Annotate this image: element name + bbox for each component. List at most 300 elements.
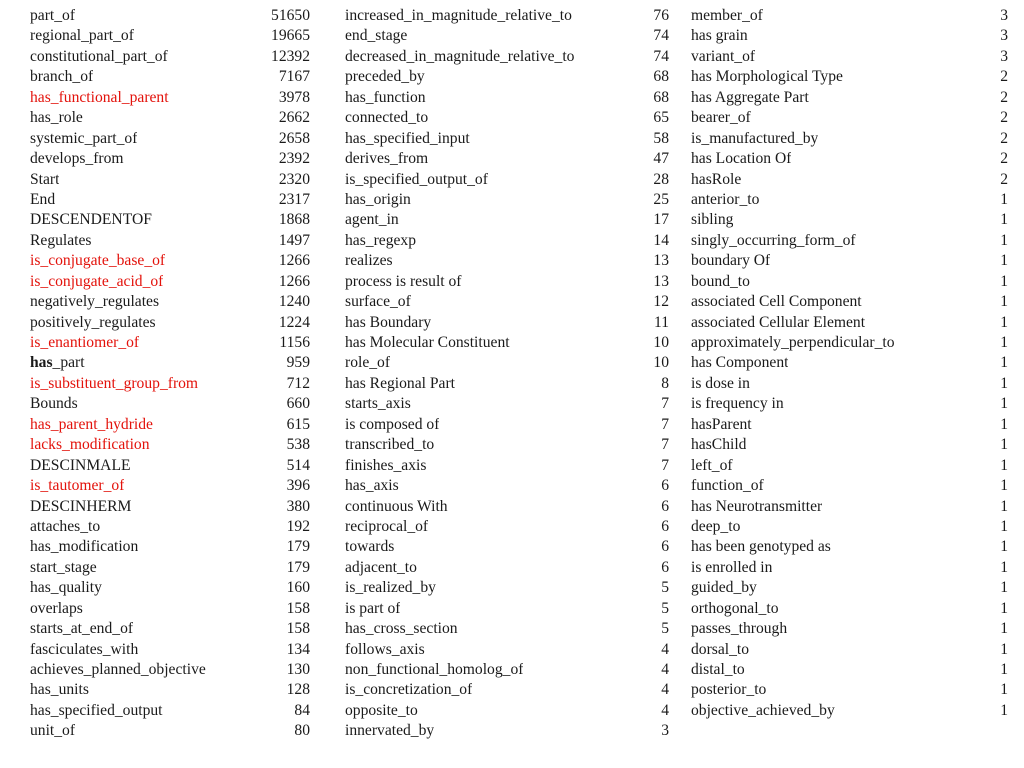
relation-row <box>345 292 669 312</box>
relation-name: is_concretization_of <box>345 681 473 699</box>
relation-row <box>30 231 310 251</box>
relation-name: has_quality <box>30 579 102 597</box>
relation-count: 179 <box>286 538 310 556</box>
relation-row <box>30 517 310 537</box>
relation-name: is_manufactured_by <box>691 129 819 147</box>
relation-column-1 <box>30 6 310 742</box>
relation-count: 5 <box>661 599 669 617</box>
relation-row <box>691 26 1008 46</box>
relation-row <box>30 190 310 210</box>
relation-row <box>345 435 669 455</box>
relation-row <box>30 67 310 87</box>
relation-count: 51650 <box>271 7 310 24</box>
relation-name: function_of <box>691 477 764 495</box>
relation-row <box>345 497 669 517</box>
relation-row <box>345 558 669 578</box>
relation-name: towards <box>345 538 395 556</box>
relation-row <box>691 6 1008 26</box>
relation-count: 1 <box>1000 374 1008 392</box>
relation-name: has Aggregate Part <box>691 88 809 106</box>
relation-count: 2 <box>1000 88 1008 106</box>
relation-row <box>30 721 310 741</box>
relation-name: is_conjugate_base_of <box>30 252 166 270</box>
relation-count: 2658 <box>278 129 310 147</box>
relation-name: associated Cell Component <box>691 293 862 311</box>
relation-row <box>30 333 310 353</box>
relation-name: has Molecular Constituent <box>345 334 510 351</box>
relation-count: 160 <box>286 579 310 597</box>
relation-row <box>345 680 669 700</box>
relation-count: 1 <box>1000 293 1008 311</box>
relation-count: 84 <box>294 701 310 719</box>
relation-row <box>345 108 669 128</box>
relation-name: Regulates <box>30 231 92 249</box>
relation-count: 2320 <box>278 170 310 188</box>
relation-row <box>30 170 310 190</box>
relation-row <box>345 701 669 721</box>
relation-row <box>691 701 1008 721</box>
relation-name: has_role <box>30 109 83 127</box>
relation-count: 2662 <box>278 109 310 127</box>
relation-name: surface_of <box>345 293 411 311</box>
relation-name: has_cross_section <box>345 620 458 638</box>
relation-column-2 <box>345 6 669 742</box>
relation-name: systemic_part_of <box>30 129 138 147</box>
relation-row <box>691 88 1008 108</box>
relation-count: 2 <box>1000 68 1008 86</box>
relation-count: 1 <box>1000 252 1008 270</box>
relation-count: 1 <box>1000 640 1008 658</box>
relation-count: 11 <box>653 313 669 331</box>
relation-count: 158 <box>286 620 310 638</box>
relation-name: anterior_to <box>691 190 760 208</box>
relation-row <box>345 394 669 414</box>
relation-count: 10 <box>653 354 669 372</box>
relation-count: 74 <box>653 27 669 45</box>
relation-row <box>691 456 1008 476</box>
relation-count: 1 <box>1000 701 1008 719</box>
relation-count: 12392 <box>271 47 310 65</box>
relation-name: is part of <box>345 599 401 617</box>
relation-name: deep_to <box>691 517 741 535</box>
relation-count: 1 <box>1000 599 1008 617</box>
relation-row <box>30 374 310 394</box>
relation-count: 712 <box>286 374 310 392</box>
relation-name: constitutional_part_of <box>30 47 168 65</box>
relation-row <box>30 497 310 517</box>
relation-count: 192 <box>286 517 310 535</box>
relation-name: regional_part_of <box>30 27 134 45</box>
relation-row <box>30 599 310 619</box>
relation-name: unit_of <box>30 722 76 740</box>
relation-name: is dose in <box>691 374 750 392</box>
relation-name: realizes <box>345 252 393 270</box>
relation-row <box>691 680 1008 700</box>
relation-count: 1868 <box>278 211 310 229</box>
relation-row <box>30 47 310 67</box>
relation-count: 19665 <box>271 27 310 45</box>
relation-count: 28 <box>653 170 669 188</box>
relation-row <box>691 210 1008 230</box>
relation-name: bearer_of <box>691 109 751 127</box>
relation-row <box>691 476 1008 496</box>
relation-row <box>345 231 669 251</box>
relation-row <box>30 660 310 680</box>
relation-row <box>691 190 1008 210</box>
relation-row <box>30 26 310 46</box>
relation-row <box>691 108 1008 128</box>
relation-row <box>30 680 310 700</box>
relation-count: 130 <box>286 661 310 678</box>
relation-count: 80 <box>294 722 310 740</box>
relation-name: has_origin <box>345 190 411 208</box>
relation-name: start_stage <box>30 558 97 576</box>
relation-row <box>691 517 1008 537</box>
relation-count: 3 <box>1000 7 1008 24</box>
relation-row <box>30 129 310 149</box>
relation-name: develops_from <box>30 150 124 168</box>
relation-name: has Boundary <box>345 313 432 331</box>
relation-name: has been genotyped as <box>691 538 831 556</box>
relation-name: starts_at_end_of <box>30 620 134 638</box>
relation-name: singly_occurring_form_of <box>691 231 856 249</box>
relation-count: 1 <box>1000 456 1008 474</box>
relation-row <box>691 619 1008 639</box>
relation-name: is_specified_output_of <box>345 170 488 188</box>
relation-name: has Neurotransmitter <box>691 497 823 515</box>
relation-row <box>30 701 310 721</box>
relation-row <box>691 251 1008 271</box>
relation-name: End <box>30 190 56 208</box>
relation-row <box>345 517 669 537</box>
relation-count: 65 <box>653 109 669 127</box>
relation-count: 514 <box>286 456 310 474</box>
relation-row <box>345 353 669 373</box>
relation-name: role_of <box>345 354 391 372</box>
relation-name: positively_regulates <box>30 313 156 331</box>
relation-name: passes_through <box>691 620 788 638</box>
relation-count: 959 <box>286 354 310 372</box>
relation-count: 1 <box>1000 538 1008 556</box>
relation-name: starts_axis <box>345 395 411 413</box>
relation-count: 12 <box>653 293 669 311</box>
relation-row <box>30 537 310 557</box>
relation-row <box>30 210 310 230</box>
relation-count: 179 <box>286 558 310 576</box>
relation-name: Start <box>30 170 60 188</box>
relation-name: is_tautomer_of <box>30 477 125 495</box>
relation-count: 2 <box>1000 150 1008 168</box>
relation-count: 2 <box>1000 170 1008 188</box>
relation-row <box>345 26 669 46</box>
relation-count: 1 <box>1000 477 1008 495</box>
relation-count: 25 <box>653 190 669 208</box>
relation-name: achieves_planned_objective <box>30 661 206 678</box>
relation-name: has_units <box>30 681 89 699</box>
relation-row <box>30 415 310 435</box>
relation-count: 1 <box>1000 436 1008 454</box>
relation-row <box>345 313 669 333</box>
relation-row <box>345 272 669 292</box>
relation-name: guided_by <box>691 579 757 597</box>
relation-name: finishes_axis <box>345 456 427 474</box>
relation-name: decreased_in_magnitude_relative_to <box>345 47 575 65</box>
relation-name: bound_to <box>691 272 750 290</box>
relation-row <box>691 578 1008 598</box>
relation-count: 2317 <box>278 190 310 208</box>
relation-row <box>691 435 1008 455</box>
relation-name: fasciculates_with <box>30 640 139 658</box>
relation-count: 538 <box>286 436 310 454</box>
relation-row <box>345 6 669 26</box>
relation-name: has Regional Part <box>345 374 456 392</box>
relation-row <box>30 251 310 271</box>
relation-count: 47 <box>653 150 669 168</box>
relation-row <box>345 537 669 557</box>
relation-count: 1 <box>1000 334 1008 351</box>
relation-count: 4 <box>661 661 669 678</box>
relation-row <box>345 170 669 190</box>
relation-count: 7 <box>661 415 669 433</box>
relation-row <box>30 394 310 414</box>
relation-name: hasRole <box>691 170 742 188</box>
relation-name: has Location Of <box>691 150 792 168</box>
relation-name: posterior_to <box>691 681 767 699</box>
relation-name: approximately_perpendicular_to <box>691 334 895 351</box>
relation-row <box>345 721 669 741</box>
relation-row <box>345 660 669 680</box>
relation-count: 134 <box>286 640 310 658</box>
relation-name: has grain <box>691 27 748 45</box>
relation-name: is_conjugate_acid_of <box>30 272 164 290</box>
relation-name: DESCINMALE <box>30 456 131 474</box>
relation-name: opposite_to <box>345 701 418 719</box>
relation-count: 1266 <box>278 252 310 270</box>
relation-row <box>30 353 310 373</box>
relation-name: DESCENDENTOF <box>30 211 152 229</box>
relation-row <box>345 47 669 67</box>
relation-count: 1 <box>1000 272 1008 290</box>
relation-name: has_specified_input <box>345 129 470 147</box>
relation-row <box>345 415 669 435</box>
relation-count: 1266 <box>278 272 310 290</box>
relation-row <box>345 456 669 476</box>
relation-row <box>30 292 310 312</box>
relation-name: reciprocal_of <box>345 517 429 535</box>
relation-name: derives_from <box>345 150 429 168</box>
relation-count: 1 <box>1000 190 1008 208</box>
relation-row <box>30 313 310 333</box>
relation-row <box>691 640 1008 660</box>
relation-name: has_parent_hydride <box>30 415 153 433</box>
relation-name: non_functional_homolog_of <box>345 661 524 678</box>
relation-name: Bounds <box>30 395 78 413</box>
relation-row <box>691 374 1008 394</box>
relation-row <box>691 170 1008 190</box>
relation-count: 1 <box>1000 231 1008 249</box>
relation-name: distal_to <box>691 661 745 678</box>
relation-name: lacks_modification <box>30 436 150 454</box>
relation-count: 128 <box>286 681 310 699</box>
relation-name: associated Cellular Element <box>691 313 866 331</box>
relation-count: 2392 <box>278 150 310 168</box>
relation-row <box>345 88 669 108</box>
relation-name: variant_of <box>691 47 756 65</box>
relation-name: boundary Of <box>691 252 771 270</box>
relation-row <box>30 435 310 455</box>
relation-name: has_part <box>30 354 85 372</box>
relation-name: DESCINHERM <box>30 497 132 515</box>
relation-row <box>345 210 669 230</box>
relation-name: is composed of <box>345 415 440 433</box>
relation-name: increased_in_magnitude_relative_to <box>345 7 572 24</box>
relation-row <box>30 476 310 496</box>
relation-count: 5 <box>661 620 669 638</box>
relation-row <box>345 190 669 210</box>
relation-name: has_modification <box>30 538 139 556</box>
relation-count: 3 <box>661 722 669 740</box>
relation-count: 1 <box>1000 497 1008 515</box>
relation-count: 58 <box>653 129 669 147</box>
relation-name: sibling <box>691 211 734 229</box>
relation-count: 1 <box>1000 415 1008 433</box>
relation-row <box>345 149 669 169</box>
relation-count: 1 <box>1000 620 1008 638</box>
relation-count: 660 <box>286 395 310 413</box>
relation-row <box>345 374 669 394</box>
relation-count: 1 <box>1000 681 1008 699</box>
relation-name: is_realized_by <box>345 579 436 597</box>
relation-name: is enrolled in <box>691 558 773 576</box>
relation-name: agent_in <box>345 211 399 229</box>
relation-count: 1 <box>1000 211 1008 229</box>
relation-row <box>345 599 669 619</box>
relation-count: 13 <box>653 252 669 270</box>
relation-count: 158 <box>286 599 310 617</box>
relation-name: process is result of <box>345 272 462 290</box>
relation-name: connected_to <box>345 109 429 127</box>
relation-row <box>691 353 1008 373</box>
relation-row <box>691 67 1008 87</box>
relation-count: 74 <box>653 47 669 65</box>
relation-count: 615 <box>286 415 310 433</box>
relation-count: 1240 <box>278 293 310 311</box>
relation-name: has Morphological Type <box>691 68 843 86</box>
relation-row <box>691 231 1008 251</box>
relation-name: adjacent_to <box>345 558 417 576</box>
relation-count: 3 <box>1000 27 1008 45</box>
relation-name: dorsal_to <box>691 640 750 658</box>
relation-row <box>691 537 1008 557</box>
relation-row <box>30 108 310 128</box>
relation-count: 6 <box>661 497 669 515</box>
relation-row <box>691 313 1008 333</box>
relation-name: follows_axis <box>345 640 425 658</box>
relation-name: has_axis <box>345 477 399 495</box>
relation-name: transcribed_to <box>345 436 435 454</box>
relation-count: 7167 <box>278 68 310 86</box>
relation-row <box>691 272 1008 292</box>
relation-row <box>691 558 1008 578</box>
relation-row <box>691 660 1008 680</box>
relation-count: 7 <box>661 395 669 413</box>
relation-count: 14 <box>653 231 669 249</box>
relation-row <box>30 88 310 108</box>
relation-count: 17 <box>653 211 669 229</box>
relation-count: 6 <box>661 517 669 535</box>
relation-row <box>30 578 310 598</box>
relation-row <box>30 558 310 578</box>
relation-count: 1 <box>1000 354 1008 372</box>
relation-name: preceded_by <box>345 68 425 86</box>
relation-name: is frequency in <box>691 395 784 413</box>
relation-name: has_functional_parent <box>30 88 169 106</box>
relation-name: hasParent <box>691 415 752 433</box>
relation-name: overlaps <box>30 599 83 617</box>
relation-count: 3978 <box>278 88 310 106</box>
relation-name: has_specified_output <box>30 701 163 719</box>
relation-row <box>691 47 1008 67</box>
relation-row <box>691 333 1008 353</box>
relation-row <box>691 149 1008 169</box>
relation-count: 68 <box>653 68 669 86</box>
relation-count: 1224 <box>278 313 310 331</box>
relation-name: objective_achieved_by <box>691 701 835 719</box>
relation-name: is_enantiomer_of <box>30 334 140 351</box>
relation-name: is_substituent_group_from <box>30 374 199 392</box>
relation-name: hasChild <box>691 436 747 454</box>
relation-name: end_stage <box>345 27 408 45</box>
relation-count: 3 <box>1000 47 1008 65</box>
relation-row <box>691 599 1008 619</box>
relation-count: 1 <box>1000 558 1008 576</box>
relation-count: 1 <box>1000 661 1008 678</box>
relation-count: 13 <box>653 272 669 290</box>
relation-row <box>345 333 669 353</box>
relation-row <box>691 497 1008 517</box>
relation-count: 5 <box>661 579 669 597</box>
relation-count: 380 <box>286 497 310 515</box>
relation-count: 1 <box>1000 517 1008 535</box>
relation-count: 7 <box>661 436 669 454</box>
relation-row <box>691 415 1008 435</box>
relation-row <box>30 640 310 660</box>
relation-row <box>345 578 669 598</box>
relation-name: orthogonal_to <box>691 599 779 617</box>
relation-row <box>30 6 310 26</box>
relation-count: 6 <box>661 538 669 556</box>
relation-count: 7 <box>661 456 669 474</box>
relation-count: 2 <box>1000 129 1008 147</box>
relation-count: 2 <box>1000 109 1008 127</box>
relation-name: part_of <box>30 7 76 24</box>
relation-count: 1 <box>1000 395 1008 413</box>
relation-count: 1156 <box>279 334 310 351</box>
relation-name: innervated_by <box>345 722 435 740</box>
relation-row <box>345 476 669 496</box>
relation-row <box>345 251 669 271</box>
relation-name: member_of <box>691 7 763 24</box>
relation-row <box>30 619 310 639</box>
relation-name: has_function <box>345 88 426 106</box>
relation-row <box>345 619 669 639</box>
relation-name: continuous With <box>345 497 448 515</box>
relation-count: 1497 <box>278 231 310 249</box>
relation-count: 10 <box>653 334 669 351</box>
relation-count: 8 <box>661 374 669 392</box>
relation-count: 396 <box>286 477 310 495</box>
relation-name: attaches_to <box>30 517 101 535</box>
